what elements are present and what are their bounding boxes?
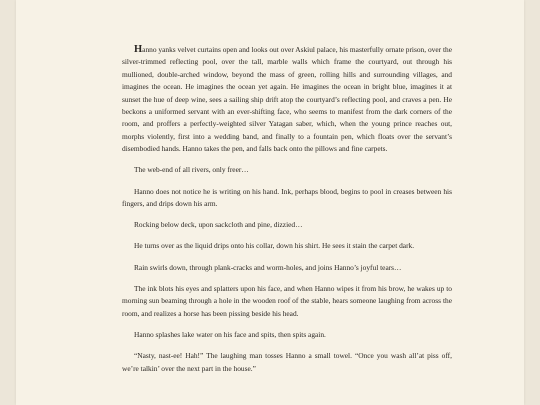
drop-cap: H	[134, 44, 143, 55]
paragraph-3: Hanno does not notice he is writing on his hand. Ink, perhaps blood, begins to pool in creases between his fingers, and drips down his arm.	[122, 186, 452, 209]
paragraph-6: Rain swirls down, through plank-cracks and worm-holes, and joins Hanno’s joyful tears…	[134, 262, 402, 272]
paragraph-5: He turns over as the liquid drips onto his collar, down his shirt. He sees it stain the carpet dark.	[134, 241, 415, 251]
story-text	[122, 44, 452, 384]
paragraph-1	[122, 44, 452, 156]
paragraph-4: Rocking below deck, upon sackcloth and pine, dizzied…	[134, 220, 303, 230]
paragraph-2: The web-end of all rivers, only freer…	[134, 165, 249, 175]
paragraph-9: “Nasty, nast-ee! Hah!” The laughing man tosses Hanno a small towel. “Once you wash all’at piss off, we’re talkin’ over the next part in the house.”	[122, 351, 452, 373]
document-page	[16, 0, 524, 405]
paragraph-7: The ink blots his eyes and splatters upon his face, and when Hanno wipes it from his brow, he wakes up to morning sun beaming through a hole in the wooden roof of the stable, hears someone laughing from across the room, and realizes a horse has been pissing beside his head.	[122, 283, 452, 318]
paragraph-1-text: anno yanks velvet curtains open and looks out over Askiul palace, his masterfully ornate prison, over the silver-trimmed reflecting pool, over the tall, marble walls which frame the courtyard, out through his mullioned, double-arched window, beyond the mass of green, rolling hills and surrounding villages, and imagines the ocean. He imagines the ocean yet again. He imagines the ocean in bright blue, imagines it at sunset the hue of deep wine, sees a sailing ship drift atop the courtyard’s reflecting pool, and craves a pen. He beckons a uniformed servant with an ever-shifting face, who seems to manifest from the dark corners of the room, and proffers a perfectly-weighted silver Yatagan saber, which, when the young prince reaches out, morphs violently, first into a wedding band, and finally to a fountain pen, which floats over the servant’s disembodied hands. Hanno takes the pen, and falls back onto the pillows and fine carpets.	[122, 45, 452, 154]
paragraph-8: Hanno splashes lake water on his face and spits, then spits again.	[134, 329, 326, 339]
